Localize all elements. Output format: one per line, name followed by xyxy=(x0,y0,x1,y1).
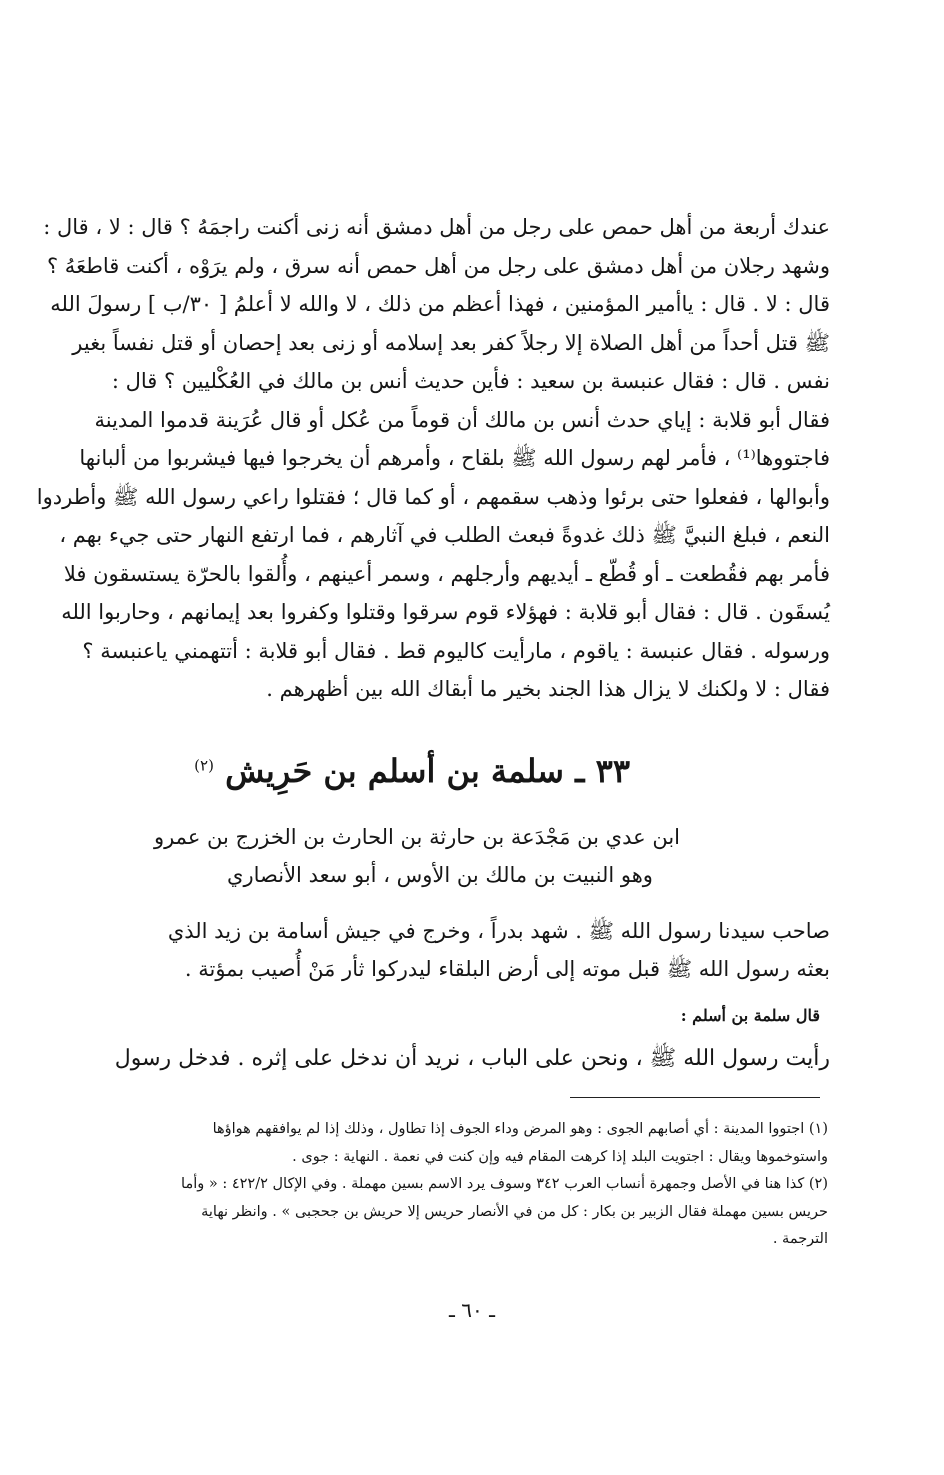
bio-line: بعثه رسول الله ﷺ قبل موته إلى أرض البلقاء ليدركوا ثأر مَنْ أُصيب بمؤتة . xyxy=(184,957,830,981)
bio-line: صاحب سيدنا رسول الله ﷺ . شهد بدراً ، وخرج في جيش أسامة بن زيد الذي xyxy=(167,919,830,943)
text-line: فاجتووها⁽¹⁾ ، فأمر لهم رسول الله ﷺ بلقاح ، وأمرهم أن يخرجوا فيها فيشربوا من ألبانها xyxy=(79,446,830,470)
footnote-line: الترجمة . xyxy=(772,1231,828,1247)
section-heading xyxy=(194,752,630,790)
text-line: عندك أربعة من أهل حمص على رجل من أهل دمشق أنه زنى أكنت راجمَهُ ؟ قال : لا ، قال : xyxy=(43,215,830,239)
text-line: يُسقَون . قال : فقال أبو قلابة : فهؤلاء قوم سرقوا وقتلوا وكفروا بعد إيمانهم ، وحاربوا الله xyxy=(61,600,830,624)
narration-line: رأيت رسول الله ﷺ ، ونحن على الباب ، نريد أن ندخل على إثره . فدخل رسول xyxy=(114,1046,830,1071)
narration-subheading: قال سلمة بن أسلم : xyxy=(680,1006,820,1025)
footnote-divider xyxy=(570,1097,820,1098)
text-line: نفس . قال : فقال عنبسة بن سعيد : فأين حديث أنس بن مالك في العُكْليين ؟ قال : xyxy=(111,369,830,393)
text-line: ورسوله . فقال عنبسة : ياقوم ، مارأيت كاليوم قط . فقال أبو قلابة : أتتهمني ياعنبسة ؟ xyxy=(82,638,830,663)
lineage-block xyxy=(153,818,680,894)
text-line: ﷺ قتل أحداً من أهل الصلاة إلا رجلاً كفر بعد إسلامه أو زنى بعد إحصان أو قتل نفساً بغير xyxy=(72,330,830,355)
text-line: قال : لا . قال : ياأمير المؤمنين ، فهذا أعظم من ذلك ، لا والله لا أعلمُ [ ٣٠/ب ] رسولَ الله xyxy=(50,292,830,316)
footnotes xyxy=(116,1116,828,1254)
section-heading-text: ٣٣ ـ سلمة بن أسلم بن حَرِيش xyxy=(225,752,630,790)
footnote-line: حريس بسين مهملة فقال الزبير بن بكار : كل من في الأنصار حريس إلا حريش بن جحجبى » . وانظر نهاية xyxy=(201,1203,828,1220)
footnote-line: (١) اجتووا المدينة : أي أصابهم الجوى : وهو المرض وداء الجوف إذا تطاول ، وذلك إذا لم يوافقهم هواؤها xyxy=(212,1121,828,1137)
biography-paragraph xyxy=(116,912,830,988)
text-line: النعم ، فبلغ النبيَّ ﷺ ذلك غدوةً فبعث الطلب في آثارهم ، فما ارتفع النهار حتى جيء بهم ، xyxy=(59,523,830,547)
text-line: وشهد رجلان من أهل دمشق على رجل من أهل حمص أنه سرق ، ولم يرَوْه ، أكنت قاطعَهُ ؟ xyxy=(46,253,830,278)
main-text xyxy=(36,208,830,709)
lineage-line: وهو النبيت بن مالك بن الأوس ، أبو سعد الأنصاري xyxy=(227,863,653,887)
page-number: ـ ٦٠ ـ xyxy=(449,1298,495,1322)
text-line: فقال أبو قلابة : إياي حدث أنس بن مالك أن قوماً من عُكل أو قال عُرَينة قدموا المدينة xyxy=(94,407,830,432)
footnote-line: واستوخموها ويقال : اجتويت البلد إذا كرهت المقام فيه وإن كنت في نعمة . النهاية : جوى . xyxy=(292,1148,828,1165)
text-line: فأمر بهم فقُطعت ـ أو قُطّع ـ أيديهم وأرجلهم ، وسمر أعينهم ، وأُلقوا بالحرّة يستسقون فلا xyxy=(63,561,830,586)
lineage-line: ابن عدي بن مَجْدَعة بن حارثة بن الحارث بن الخزرج بن عمرو xyxy=(153,825,680,849)
footnote-marker: (٢) xyxy=(194,756,214,775)
footnote-line: (٢) كذا هنا في الأصل وجمهرة أنساب العرب ٣٤٢ وسوف يرد الاسم بسين مهملة . وفي الإكال ٤٢٢/٢ : « وأما xyxy=(181,1176,828,1192)
text-line: فقال : لا ولكنك لا يزال هذا الجند بخير ما أبقاك الله بين أظهرهم . xyxy=(266,677,830,701)
text-line: وأبوالها ، ففعلوا حتى برئوا وذهب سقمهم ، أو كما قال ؛ فقتلوا راعي رسول الله ﷺ وأطردوا xyxy=(36,484,830,509)
